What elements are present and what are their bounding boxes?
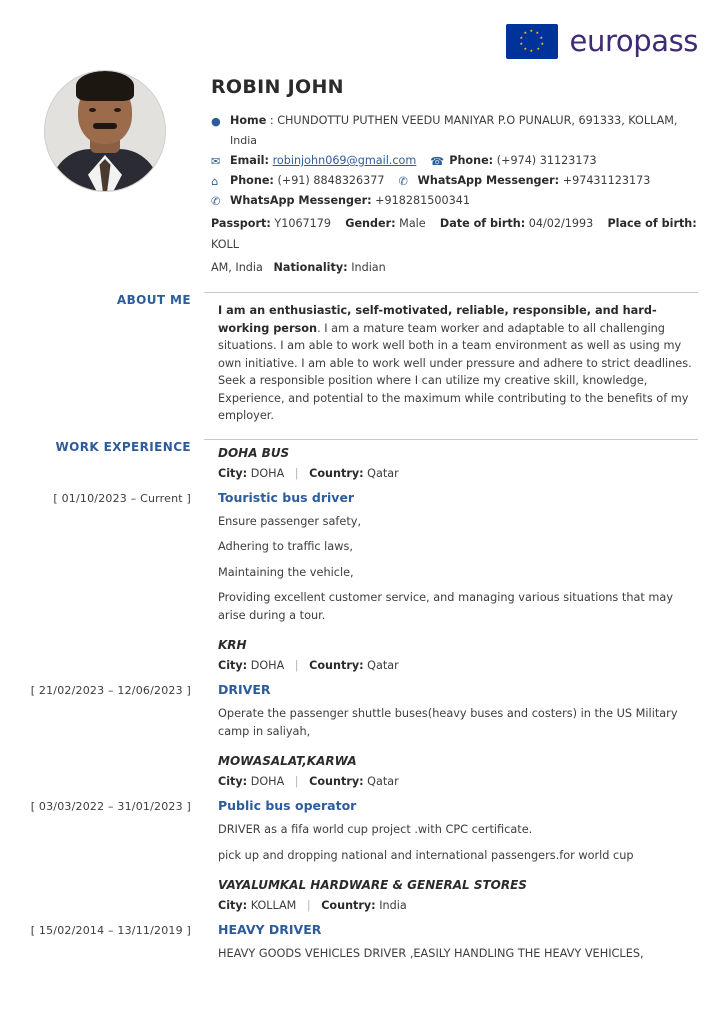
city-label: City: [218,466,248,480]
about-me-bold: I am an enthusiastic, self-motivated, reliable, responsible, and hard-working person [218,304,657,335]
employer-location [218,659,698,672]
job-duty: Adhering to traffic laws, [218,540,353,553]
envelope-icon: ✉ [211,155,221,168]
home-value-2: India [230,134,257,147]
home-separator: : [269,114,274,127]
country-label: Country: [321,899,376,912]
home-value: CHUNDOTTU PUTHEN VEEDU MANIYAR P.O PUNALUR, 691333, KOLLAM, [277,114,678,127]
phone2-label: Phone: [230,174,274,187]
eu-flag-icon: ★ ★ ★ ★ ★ ★ ★ ★ ★ ★ [506,24,558,59]
about-me-title: ABOUT ME [116,293,191,307]
country-value: Qatar [367,775,399,788]
phone-icon: ☎ [430,155,445,168]
city-value: DOHA [250,775,285,788]
phone2-value: (+91) 8848326377 [277,174,385,187]
gender-label: Gender: [345,217,396,230]
section-work-experience [26,439,698,480]
dob-value: 04/02/1993 [528,217,594,230]
email-label: Email: [230,154,269,167]
pob-value: KOLL [211,238,239,251]
nationality-value: Indian [351,261,386,274]
whatsapp-icon: ✆ [211,195,221,208]
phone1-label: Phone: [449,154,494,167]
employer-name: MOWASALAT,KARWA [218,754,357,768]
job-title: Public bus operator [218,798,357,813]
identity-column [201,66,698,278]
country-value: India [379,899,407,912]
whatsapp1-label: WhatsApp Messenger: [417,174,560,187]
email-link[interactable]: robinjohn069@gmail.com [272,154,417,167]
home-address-line-2 [211,131,698,151]
job-duty: pick up and dropping national and international passengers.for world cup [218,848,634,862]
work-dates: [ 21/02/2023 – 12/06/2023 ] [30,684,191,697]
work-entry-details [204,788,698,912]
location-pin-icon: ● [211,115,221,128]
job-duty: HEAVY GOODS VEHICLES DRIVER ,EASILY HANDLING THE HEAVY VEHICLES, [218,947,644,960]
work-dates: [ 15/02/2014 – 13/11/2019 ] [30,924,191,937]
work-entry [26,672,698,788]
whatsapp2-value: +918281500341 [375,194,470,207]
whatsapp2-line [211,191,698,211]
home-label: Home [230,114,267,127]
country-label: Country: [309,775,364,788]
whatsapp1-value: +97431123173 [562,174,651,187]
city-label: City: [218,659,248,672]
about-me-text [218,302,698,425]
job-duty: Maintaining the vehicle, [218,565,354,579]
whatsapp-icon: ✆ [398,175,408,188]
employer-name: VAYALUMKAL HARDWARE & GENERAL STORES [218,878,527,892]
work-dates: [ 01/10/2023 – Current ] [53,491,191,505]
country-label: Country: [309,659,364,672]
city-label: City: [218,899,248,912]
work-dates: [ 03/03/2022 – 31/01/2023 ] [30,800,191,813]
city-label: City: [218,775,248,788]
work-entry [26,912,698,963]
employer-name: DOHA BUS [218,445,290,460]
email-phone-line [211,151,698,171]
job-duty: DRIVER as a fifa world cup project .with CPC certificate. [218,823,533,836]
dob-label: Date of birth: [439,217,526,230]
resume-header [26,66,698,278]
passport-value: Y1067179 [274,217,332,230]
passport-details-line-2 [211,257,698,278]
avatar [44,70,166,192]
divider: | [294,775,299,788]
city-value: DOHA [250,466,285,480]
city-value: DOHA [250,659,285,672]
about-me-rest: . I am a mature team worker and adaptable to all challenging situations. I am able to work well both in a team environment as well as using my own initiative. I am able to work well under pressure and adhere to strict deadlines. Seek a responsible position where I can utilize my creative skill, knowledge, Experience, and potential to the maximum while contributing to the benefits of my employer. [218,321,692,422]
city-value: KOLLAM [250,899,297,912]
home-phone-icon: ⌂ [211,175,219,188]
pob-value-2: AM, India [211,261,263,274]
passport-details-line [211,213,698,255]
nationality-label: Nationality: [273,261,348,274]
section-about-me [26,292,698,425]
passport-label: Passport: [211,217,271,230]
job-duty: Providing excellent customer service, and managing various situations that may arise during a tour. [218,591,674,622]
gender-value: Male [399,217,426,230]
europass-wordmark: europass [569,24,698,58]
work-entry [26,788,698,912]
divider: | [306,899,311,912]
work-entry [26,480,698,673]
work-entry-details [204,480,698,673]
employer-name: KRH [218,638,247,652]
europass-logo [26,18,698,64]
page-title: ROBIN JOHN [211,76,344,98]
country-value: Qatar [367,466,399,480]
work-experience-title: WORK EXPERIENCE [55,439,191,454]
employer-location [218,467,698,480]
home-address-line [211,111,698,131]
photo-column [26,66,201,192]
job-duty: Operate the passenger shuttle buses(heavy buses and costers) in the US Military camp in saliyah, [218,707,678,738]
job-duty: Ensure passenger safety, [218,514,362,528]
about-me-body [204,292,698,425]
country-label: Country: [309,466,364,480]
divider: | [294,659,299,672]
pob-label: Place of birth: [607,217,697,230]
job-title: DRIVER [218,682,271,697]
job-title: Touristic bus driver [218,489,355,505]
country-value: Qatar [367,659,399,672]
employer-location [218,775,698,788]
employer-location [218,899,698,912]
divider: | [294,466,299,480]
whatsapp2-label: WhatsApp Messenger: [230,194,372,207]
work-entry-details [204,672,698,788]
job-title: HEAVY DRIVER [218,922,322,937]
work-entry-details [204,912,698,963]
phone1-value: (+974) 31123173 [496,154,597,167]
work-experience-body [204,439,698,480]
phone-whatsapp-line [211,171,698,191]
